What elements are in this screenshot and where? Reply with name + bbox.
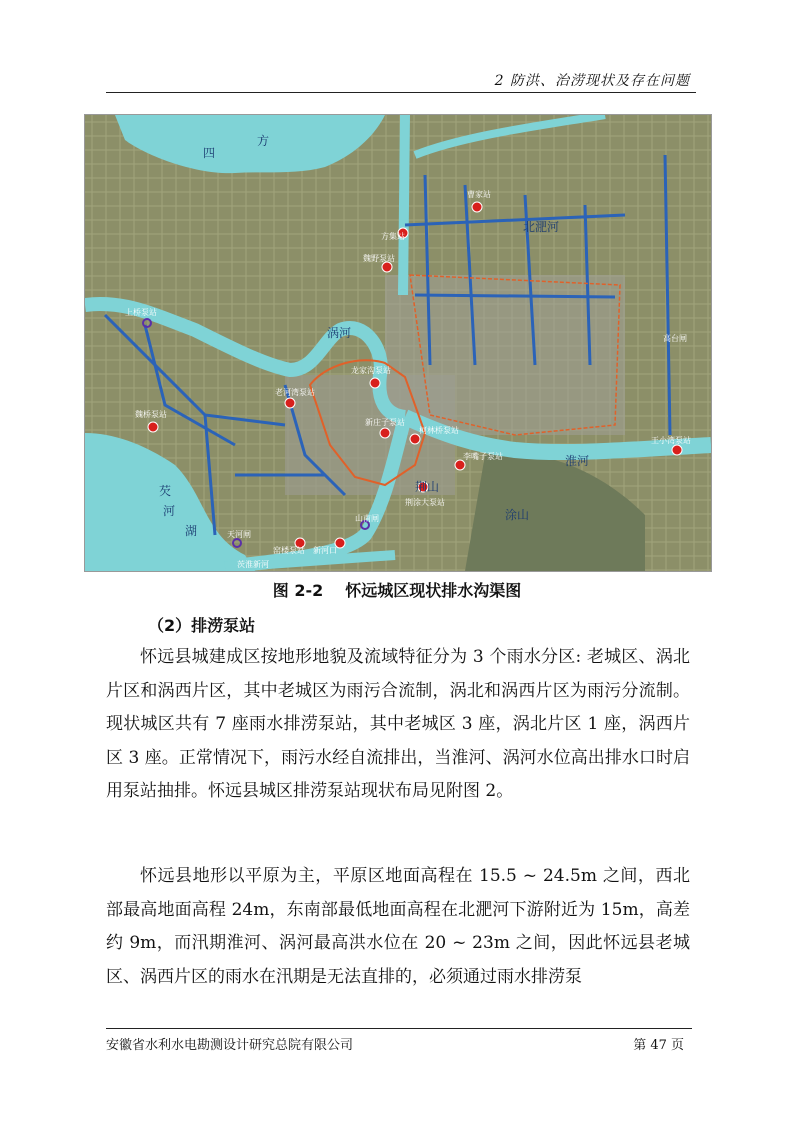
page-footer: [106, 1028, 692, 1053]
new-channel: [403, 115, 405, 295]
section-title: （2）排涝泵站: [148, 616, 256, 635]
paragraph-2: 怀远县地形以平原为主，平原区地面高程在 15.5 ~ 24.5m 之间，西北部最高地面高程 24m，东南部最低地面高程在北淝河下游附近为 15m，高差约 9m，而汛期淮河、涡河最高洪水位在 20 ~ 23m 之间，因此怀远县老城区、涡西片区的雨水在汛期是无法直排的，必须通过雨水排涝泵: [106, 866, 690, 987]
label-longkou-station: 龙家沟泵站: [351, 366, 391, 375]
label-beifeihe: 北淝河: [523, 220, 560, 234]
label-lake-top: 四: [203, 146, 216, 160]
label-yaolou-station: 窑楼泵站: [273, 546, 305, 555]
footer-organization: 安徽省水利水电勘测设计研究总院有限公司: [106, 1038, 354, 1053]
label-huaihe: 淮河: [565, 454, 590, 468]
label-lake-top2: 方: [257, 134, 270, 148]
drainage-map: [85, 115, 711, 571]
page-number: 第 47 页: [633, 1038, 684, 1053]
label-gongxiang-station: 新庄子泵站: [365, 418, 405, 427]
drainage-map-figure: [84, 114, 712, 572]
label-caojia-station: 曹家站: [467, 190, 491, 199]
label-xinhe-station: 新河口: [313, 546, 337, 555]
label-laozhuang-station: 老河湾泵站: [275, 388, 315, 397]
paragraph-1: 怀远县城建成区按地形地貌及流域特征分为 3 个雨水分区: 老城区、涡北片区和涡西片区，其中老城区为雨污合流制，涡北和涡西片区为雨污分流制。现状城区共有 7 座雨水排涝泵站，其中老城区 3 座，涡北片区 1 座，涡西片区 3 座。正常情况下，雨污水经自流排出，当淮河、涡河水位高出排水口时启用泵站抽排。怀远县城区排涝泵站现状布局见附图 2。: [106, 647, 690, 801]
label-lizui-station: 李嘴子泵站: [463, 452, 503, 461]
figure-title: 怀远城区现状排水沟渠图: [345, 581, 522, 600]
label-lake-left2: 河: [163, 504, 176, 518]
figure-number: 图 2-2: [272, 581, 324, 600]
label-lake-left3: 湖: [185, 524, 198, 538]
label-jiangou-station: 柯林桥泵站: [419, 426, 459, 435]
figure-caption: [0, 578, 794, 601]
label-wangzhuang-station: 王小湾泵站: [651, 436, 691, 445]
label-lake-left: 芡: [159, 484, 172, 498]
label-wohe: 涡河: [327, 326, 352, 340]
label-jingshan: 荆山: [415, 480, 440, 494]
label-tushan: 涂山: [505, 508, 530, 522]
label-wufeng-station: 魏野泵站: [363, 254, 395, 263]
chapter-title: 2 防洪、治涝现状及存在问题: [494, 73, 690, 89]
running-header: [106, 70, 696, 93]
label-donggao-station: 高台闸: [663, 334, 687, 343]
label-cihuai-river: 茨淮新河: [237, 560, 269, 569]
label-fangzhuang-station: 方集站: [381, 232, 405, 241]
label-shangtou-station: 上桥泵站: [125, 308, 157, 317]
label-weiqiao-station: 魏桥泵站: [135, 410, 167, 419]
label-shanlan-station: 山南闸: [355, 514, 379, 523]
label-tianhe-station: 天河闸: [227, 530, 251, 539]
label-jingtu-station: 荆涂大泵站: [405, 498, 445, 507]
